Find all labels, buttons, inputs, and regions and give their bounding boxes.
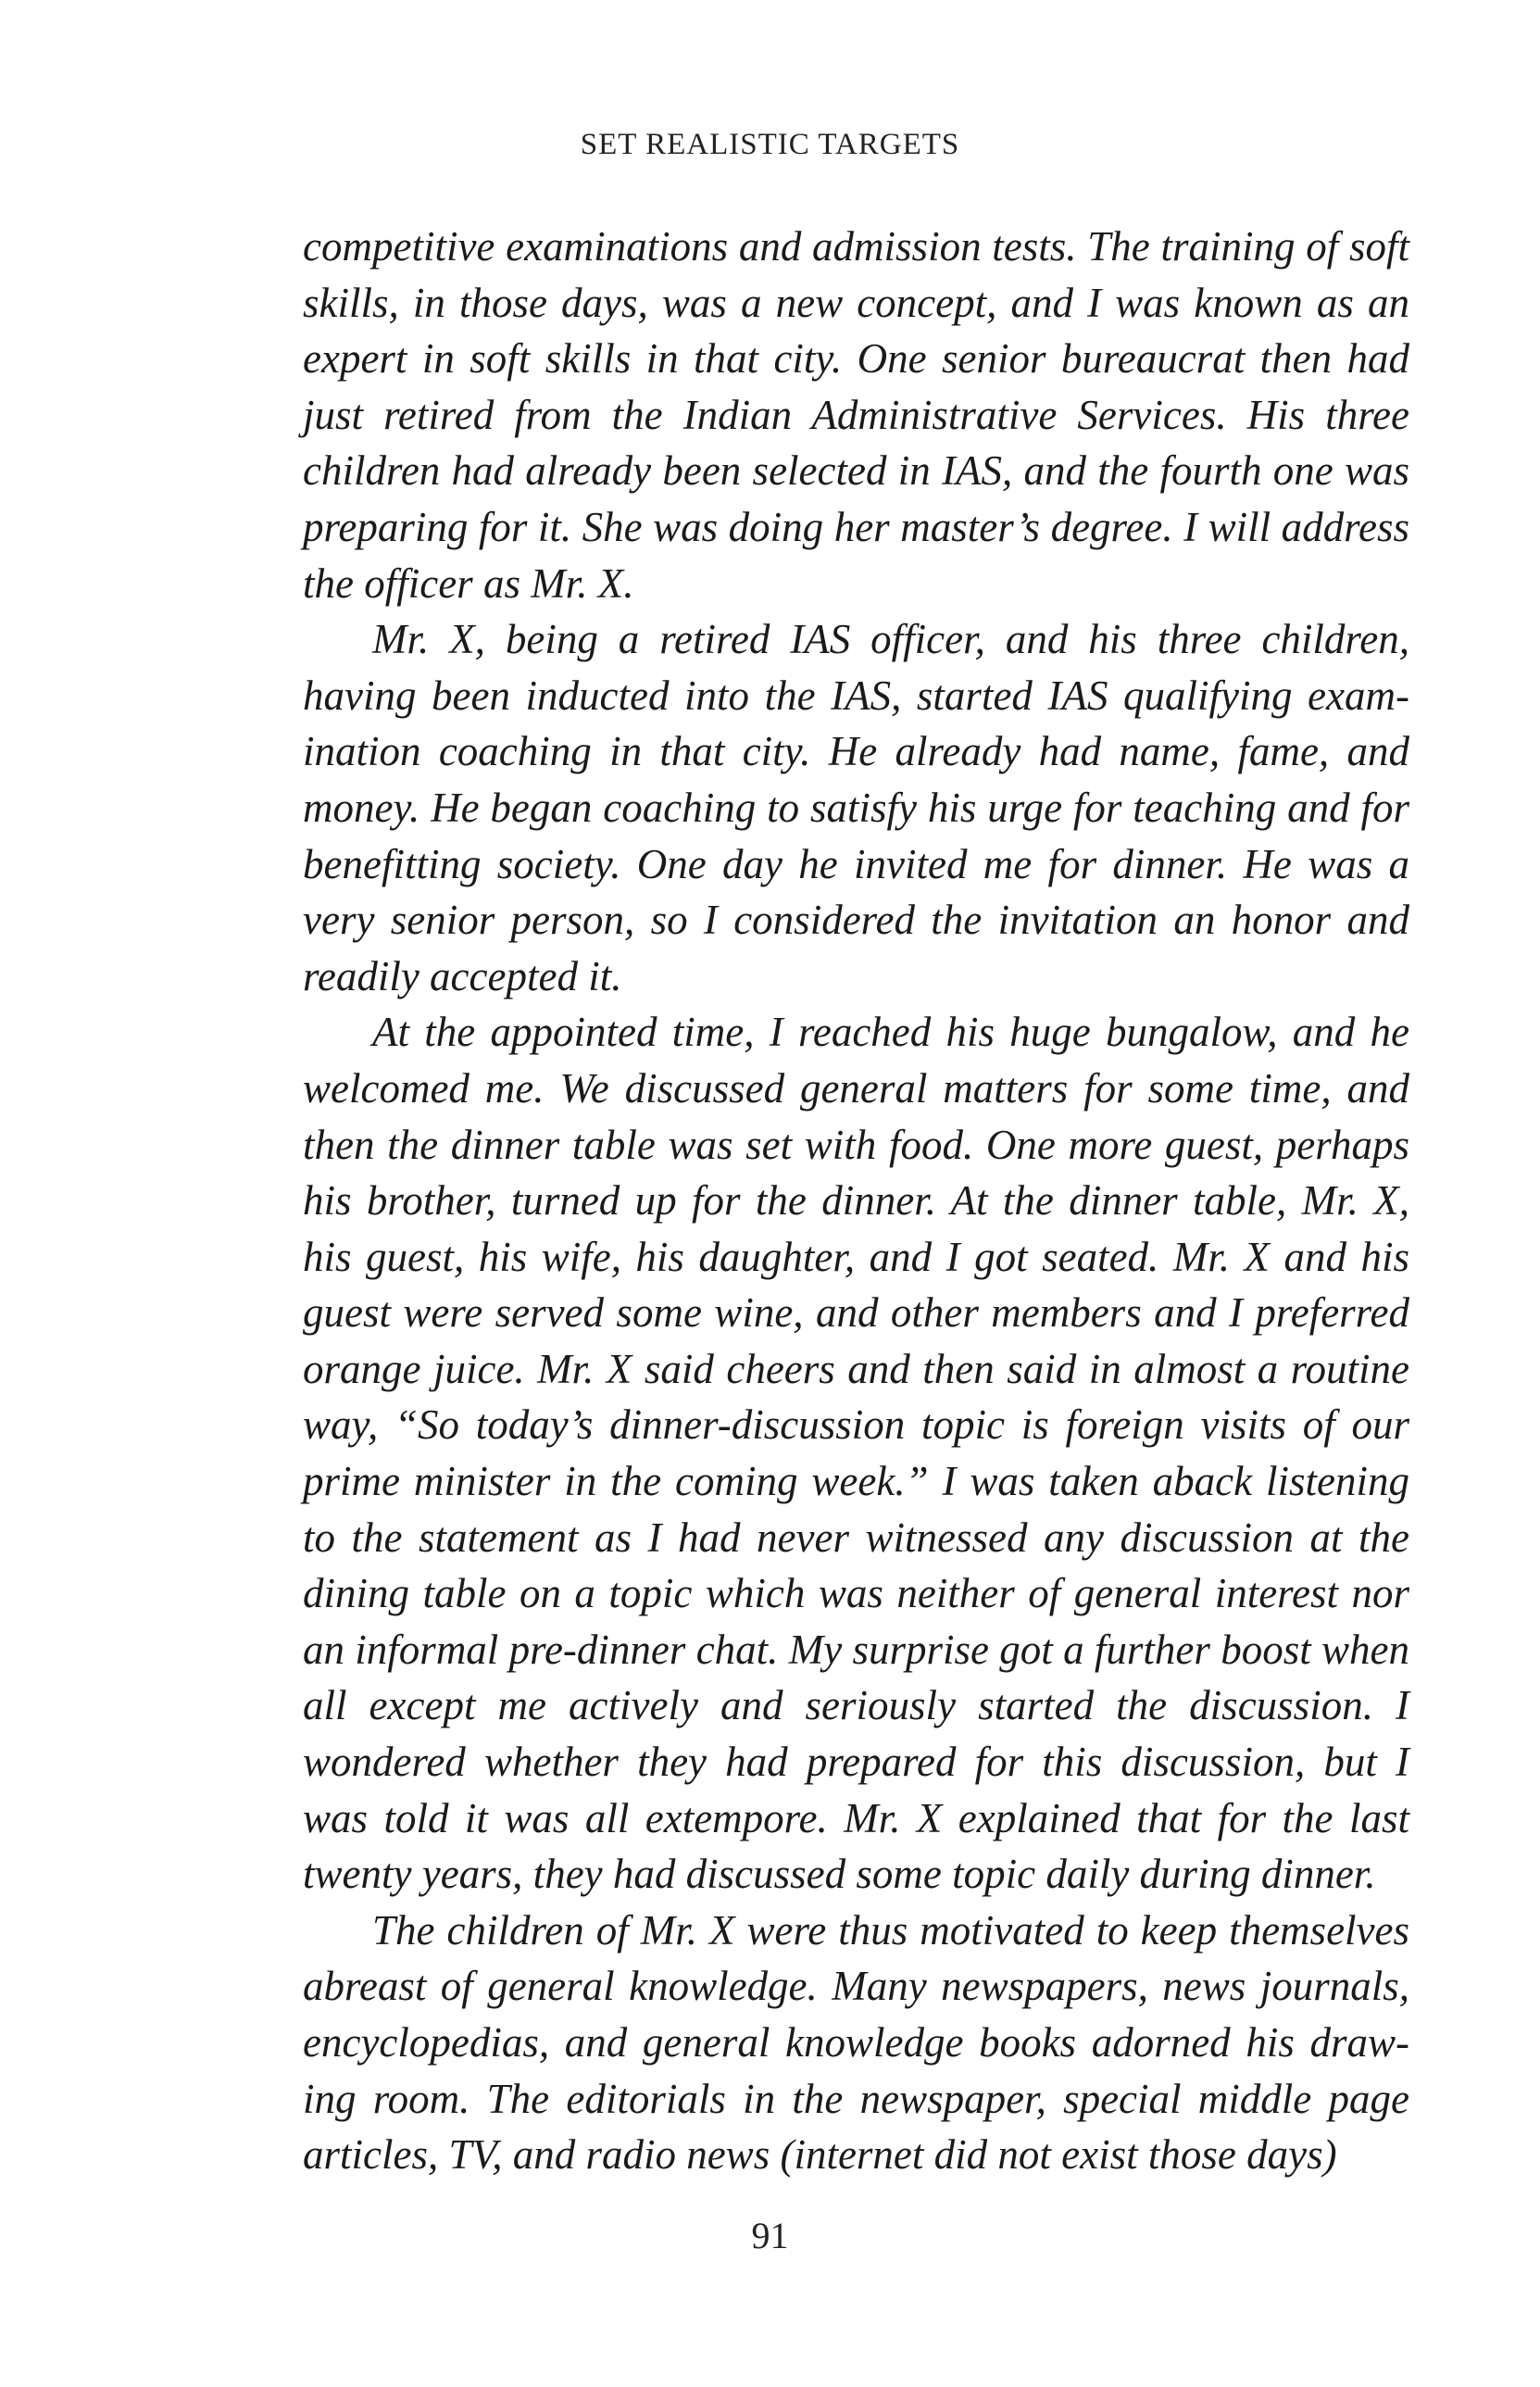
paragraph-2: Mr. X, being a retired IAS officer, and his three children, having been inducted into the IAS, started IAS qualifying examination coaching in that city. He already had name, fame, and money. He began coaching to satisfy his urge for teaching and for benefitting society. One day he invited me for dinner. He was a very senior person, so I considered the invitation an honor and readily accepted it. (303, 616, 1409, 999)
paragraph-1: competitive examinations and admission tests. The training of soft skills, in those days, was a new concept, and I was known as an expert in soft skills in that city. One senior bureaucrat then had just retired from the Indian Administrative Services. His three children had already been selected in IAS, and the fourth one was preparing for it. She was doing her master’s degree. I will address the officer as Mr. X. (303, 223, 1409, 607)
paragraph-4: The children of Mr. X were thus motivated to keep themselves abreast of general knowledge. Many newspapers, news journals, encyclopedias, and general knowledge books adorned his drawing room. The editorials in the newspaper, special middle page articles, TV, and radio news (internet did not exist those days) (303, 1906, 1409, 2179)
body-text (303, 219, 1409, 2183)
page-number: 91 (751, 2215, 789, 2256)
paragraph-3: At the appointed time, I reached his huge bungalow, and he welcomed me. We discussed general matters for some time, and then the dinner table was set with food. One more guest, perhaps his brother, turned up for the dinner. At the dinner table, Mr. X, his guest, his wife, his daughter, and I got seated. Mr. X and his guest were served some wine, and other members and I preferred orange juice. Mr. X said cheers and then said in almost a routine way, “So today’s dinner-discussion topic is foreign visits of our prime minister in the coming week.” I was taken aback listening to the statement as I had never witnessed any discussion at the dining table on a topic which was neither of general interest nor an informal pre-dinner chat. My surprise got a further boost when all except me actively and seriously started the discussion. I wondered whether they had prepared for this discussion, but I was told it was all extempore. Mr. X explained that for the last twenty years, they had discussed some topic daily during dinner. (303, 1009, 1409, 1898)
running-head: SET REALISTIC TARGETS (580, 128, 960, 161)
